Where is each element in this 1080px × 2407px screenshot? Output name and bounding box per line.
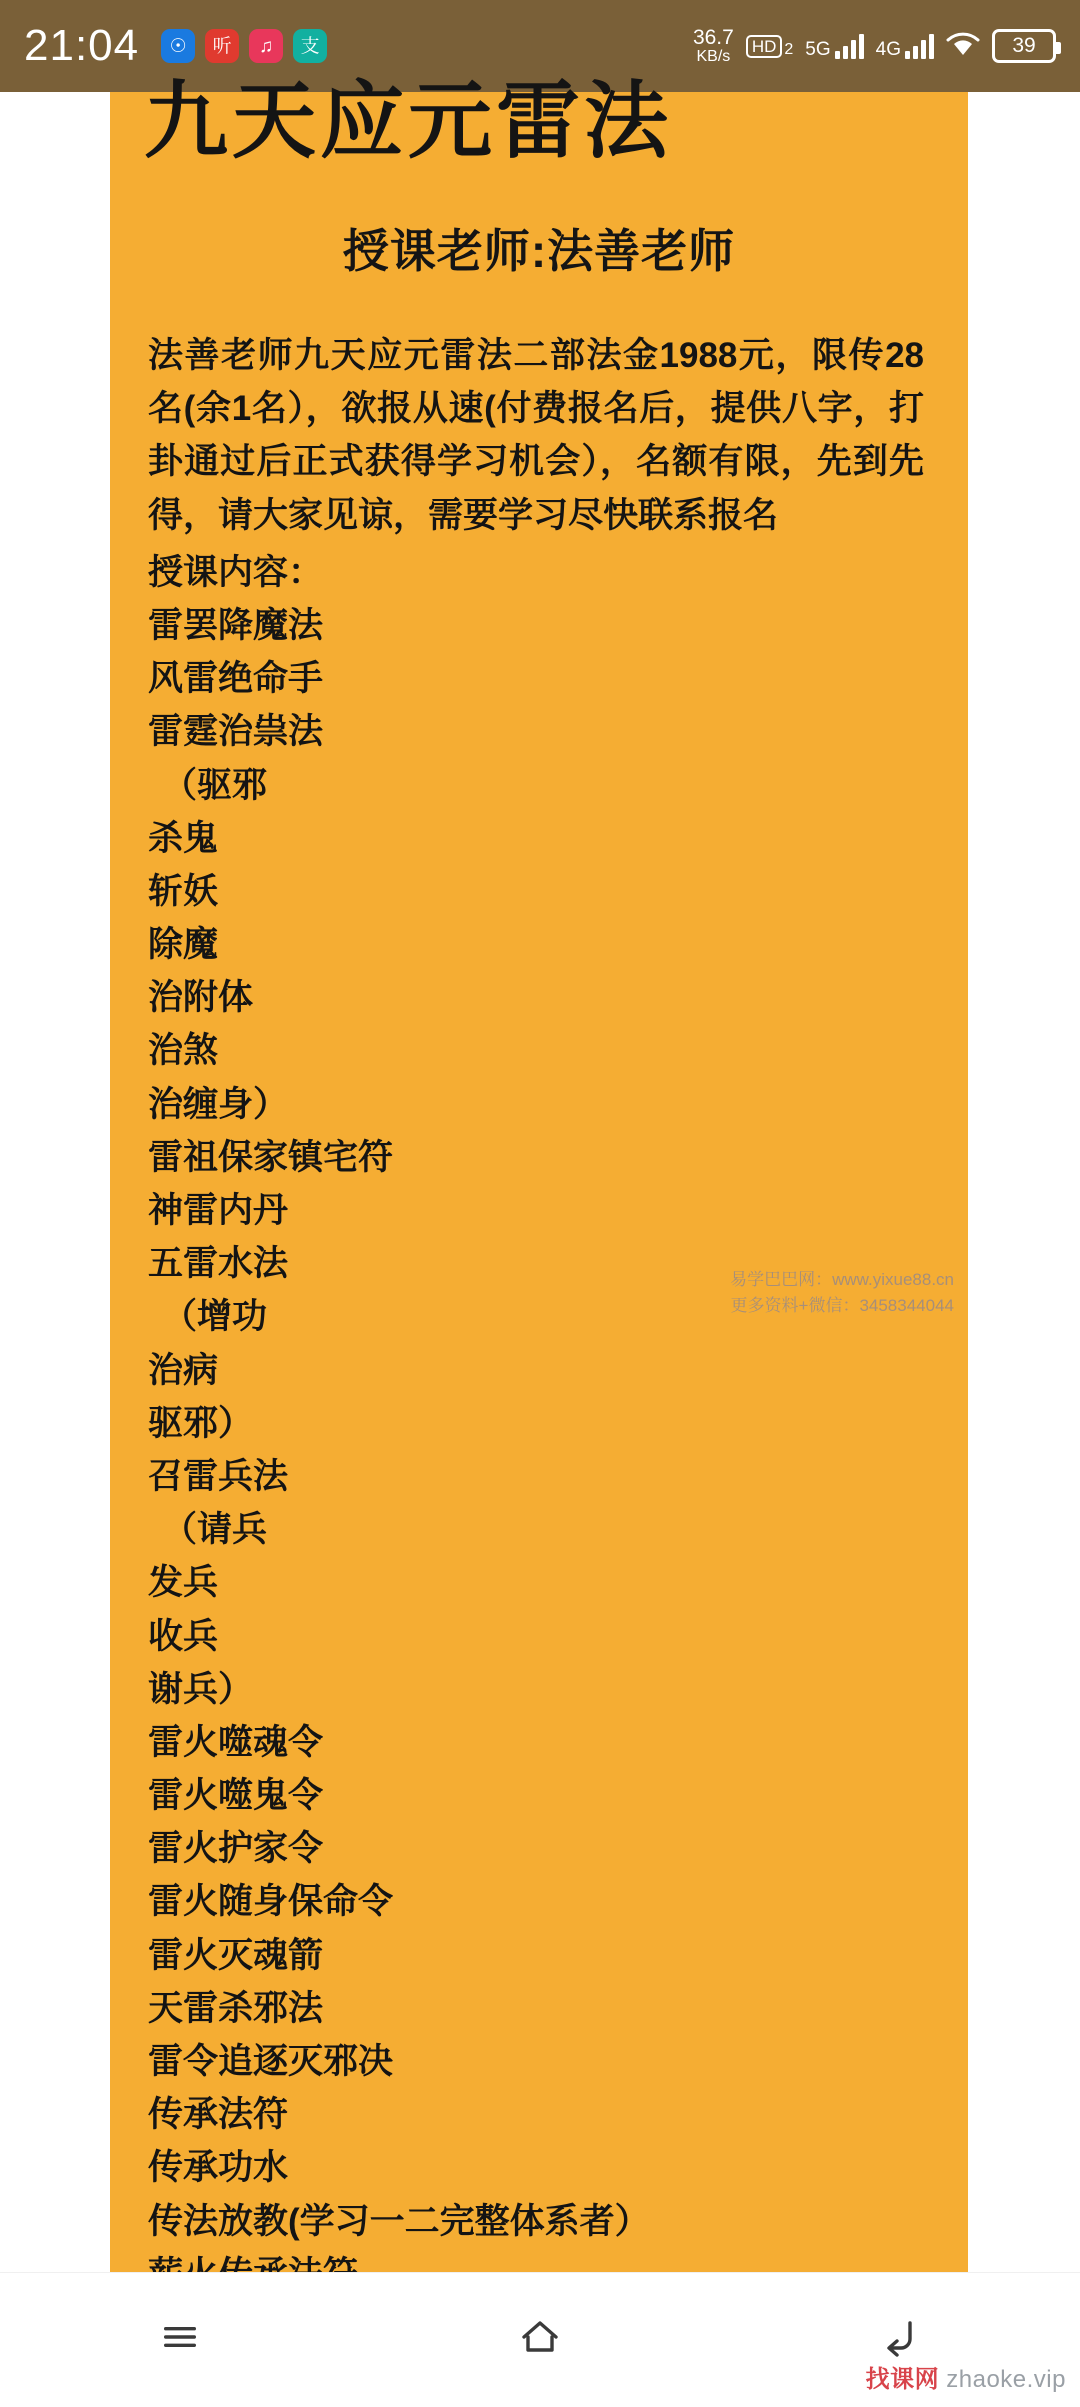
recents-icon[interactable]: [120, 2287, 240, 2387]
site-watermark: [866, 2359, 1066, 2394]
alipay-app-icon: [293, 29, 327, 63]
list-item: 驱邪）: [148, 1403, 254, 1443]
status-app-badges: [161, 29, 327, 63]
content-area: [0, 76, 1080, 2272]
list-item: 雷火噬鬼令: [148, 1776, 324, 1816]
site-watermark-url: zhaoke.vip: [946, 2366, 1066, 2393]
signal-sim1-bars-icon: [835, 33, 864, 59]
wifi-icon: [946, 31, 980, 61]
status-clock: 21:04: [24, 21, 140, 70]
course-poster: [110, 76, 968, 2272]
android-navigation-bar: [0, 2272, 1080, 2400]
signal-sim1: [805, 33, 863, 59]
list-item: 雷火随身保命令: [148, 1882, 394, 1922]
poster-subtitle: 授课老师:法善老师: [342, 225, 736, 277]
poster-content-heading: 授课内容：: [148, 552, 324, 592]
shield-app-icon: [161, 29, 195, 63]
list-item: 雷令追逐灭邪决: [148, 2042, 394, 2081]
shield-app-icon-glyph: ☉: [169, 35, 187, 57]
list-item: （请兵: [162, 1510, 268, 1550]
list-item: 除魔: [148, 925, 219, 965]
list-item: 治缠身）: [148, 1084, 289, 1124]
poster-watermark-line2: 更多资料+微信：3458344044: [730, 1295, 954, 1315]
list-item: 神雷内丹: [148, 1191, 289, 1230]
listen-app-icon: [205, 29, 239, 63]
status-right-cluster: [693, 27, 1056, 66]
poster-intro-paragraph: 法善老师九天应元雷法二部法金1988元，限传28名(余1名），欲报从速(付费报名后，提供八字，打卦通过后正式获得学习机会），名额有限，先到先得，请大家见谅，需要学习尽快联系报名: [148, 336, 924, 535]
volte-hd-icon: [746, 35, 793, 58]
list-item: 召雷兵法: [148, 1456, 289, 1496]
list-item: 五雷水法: [148, 1244, 289, 1284]
signal-sim1-label: 5G: [805, 39, 831, 60]
list-item: 雷罢降魔法: [148, 605, 324, 645]
volte-hd-sim: 2: [784, 40, 794, 58]
network-speed-value: 36.7: [692, 25, 734, 49]
list-item: 天雷杀邪法: [148, 1988, 324, 2028]
listen-app-icon-glyph: 听: [212, 35, 232, 57]
list-item: 治附体: [148, 978, 254, 1018]
list-item: 雷火噬魂令: [148, 1722, 324, 1762]
list-item: （增功: [162, 1297, 268, 1337]
list-item: 雷霆治祟法: [148, 712, 324, 752]
music-app-icon: [249, 29, 283, 63]
poster-course-list: [148, 599, 924, 2407]
list-item: 雷祖保家镇宅符: [148, 1137, 394, 1177]
list-item: 传承法符: [148, 2095, 289, 2135]
site-watermark-cn: 找课网: [865, 2366, 940, 2393]
list-item: 治病: [148, 1350, 219, 1390]
list-item: 传承功水: [148, 2148, 289, 2188]
poster-watermark-line1: 易学巴巴网：www.yixue88.cn: [730, 1270, 954, 1289]
volte-hd-label: HD: [746, 35, 783, 58]
network-speed-unit: KB/s: [696, 47, 731, 65]
list-item: 风雷绝命手: [148, 659, 324, 699]
battery-icon: [992, 29, 1056, 63]
signal-sim2-label: 4G: [875, 39, 901, 60]
poster-title: 九天应元雷法: [144, 76, 673, 169]
list-item: 斩妖: [148, 871, 219, 911]
list-item: 谢兵）: [148, 1669, 254, 1709]
list-item: 杀鬼: [148, 818, 219, 858]
list-item: 雷火护家令: [148, 1829, 324, 1869]
list-item: 发兵: [148, 1563, 219, 1603]
list-item: 传法放教(学习一二完整体系者）: [148, 2201, 650, 2241]
signal-sim2: [876, 33, 934, 59]
network-speed-indicator: [693, 27, 734, 66]
home-icon[interactable]: [480, 2287, 600, 2387]
list-item: 收兵: [148, 1616, 219, 1656]
list-item: （驱邪: [162, 765, 268, 805]
signal-sim2-bars-icon: [905, 33, 934, 59]
poster-watermark: [730, 1267, 954, 1318]
music-app-icon-glyph: ♫: [258, 35, 274, 57]
poster-body: [110, 329, 968, 2407]
list-item: 雷火灭魂箭: [148, 1935, 324, 1975]
list-item: 治煞: [148, 1031, 219, 1071]
battery-level-text: 39: [1012, 34, 1036, 57]
alipay-app-icon-glyph: 支: [300, 35, 320, 57]
